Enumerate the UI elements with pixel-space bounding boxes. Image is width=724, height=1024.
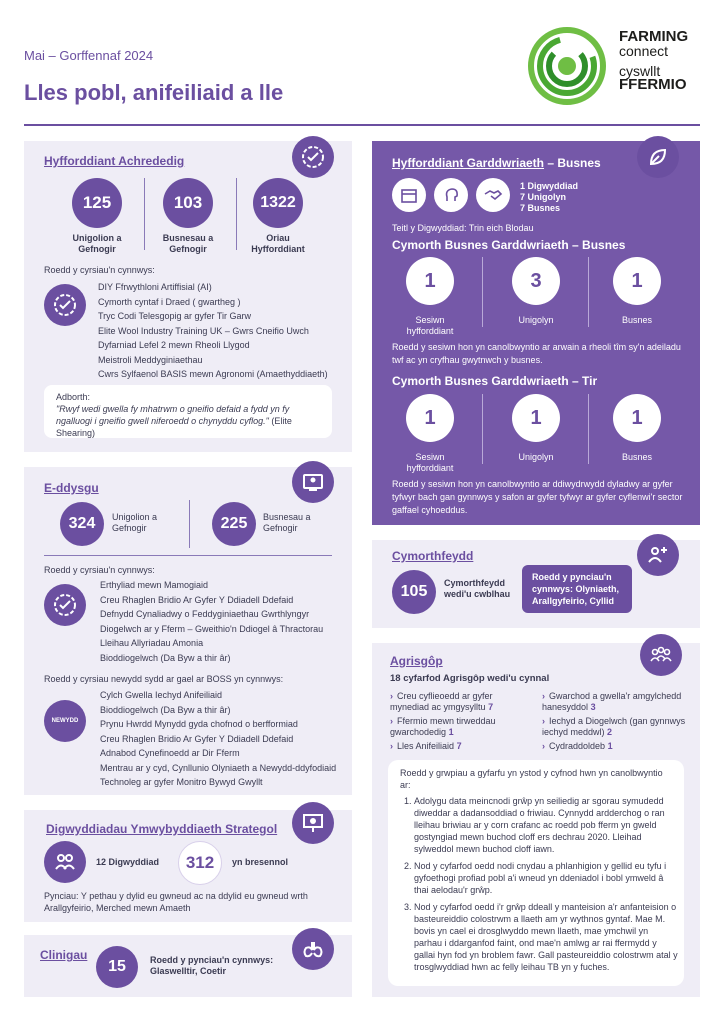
clinics-count-circle: 15 (96, 946, 138, 988)
header-divider (24, 124, 700, 126)
list-item: Lleihau Allyriadau Amonia (100, 638, 204, 648)
stat-circle: 103 (163, 178, 213, 228)
lungs-icon (292, 928, 334, 970)
divider (482, 257, 483, 327)
topic-item: › Ffermio mewn tirweddau gwarchodedig 1 (390, 716, 496, 737)
leaf-icon (637, 136, 679, 178)
agrisgop-title: Agrisgôp (390, 654, 443, 668)
stat-label: Unigolion a Gefnogir (72, 233, 122, 254)
stat-circle: 324 (60, 502, 104, 546)
list-item: Cwrs Sylfaenol BASIS mewn Agronomi (Amaethyddiaeth) (98, 369, 328, 379)
horticulture-title: Hyfforddiant Garddwriaeth – Busnes (392, 156, 601, 170)
topic-item: › Creu cyflieoedd ar gyfer mynediad ac ymgysylltu 7 (390, 691, 494, 712)
list-item: Elite Wool Industry Training UK – Gwrs Cneifio Uwch (98, 325, 309, 336)
list-item: 3. Nod y cyfarfod oedd i'r grŵp ddeall y manteision a'r anfanteision o basteureiddio colostrwm a llaeth am yr wythnos gyntaf. Mae M. bovis yn cael ei drosglwyddo mewn llaeth, mae ymchwil yn parhau i ddarganfod faint, ond mae'n amlwg ar rai ffermydd y gallai hyn fod yn broblem fawr. Gall pasteureiddio colostrwm atal y trosglwyddiad hwn ac felly leihau TB yn y fuches. (414, 901, 678, 973)
stat-label: Sesiwn hyfforddiant (406, 315, 454, 336)
group-icon (640, 634, 682, 676)
elearning-title: E-ddysgu (44, 481, 99, 495)
stat-circle: 1322 (253, 178, 303, 228)
computer-learning-icon (292, 461, 334, 503)
logo-word-farming: FARMING (619, 28, 689, 45)
list-item: 1. Adolygu data meincnodi grŵp yn seiliedig ar sgorau symudedd diweddar a dadansoddiad o friwiau. Cynnydd ardderchog o ran lleihau briwiau ar y corn crafanc ac roedd pob fferm yn gweld gostyngiad mewn buchod cloff ers dechrau 2020. Lleihad sylweddol mewn buchod cloff iawn. (414, 795, 678, 855)
divider (44, 555, 332, 556)
presentation-icon (292, 802, 334, 844)
add-user-icon (637, 534, 679, 576)
stat-circle: 1 (406, 257, 454, 305)
list-item: Adnabod Cynefinoedd ar Dir Fferm (100, 748, 240, 758)
mentoring-title: Cymorthfeydd (392, 549, 474, 563)
divider (236, 178, 237, 250)
stat-label: Busnesau a Gefnogir (162, 233, 214, 254)
divider (144, 178, 145, 250)
divider (588, 257, 589, 327)
accredited-training-title: Hyfforddiant Achrededig (44, 154, 185, 168)
topic-item: › Gwarchod a gwella'r amgylchedd hanesyddol 3 (542, 691, 682, 712)
divider (189, 500, 190, 548)
list-item: Defnydd Cynaliadwy o Feddyginiaethau Gwrthlyngyr (100, 609, 310, 619)
stat-label: Unigolyn (518, 315, 554, 325)
stat-circle: 1 (613, 394, 661, 442)
stat-circle: 1 (613, 257, 661, 305)
list-item: Erthyliad mewn Mamogiaid (100, 580, 209, 590)
feedback-quote: "Rwyf wedi gwella fy mhatrwm o gneifio defaid a fydd yn fy ngalluogi i gneifio gwell niferoedd o chynyddu cyflog." (56, 404, 290, 426)
business-support-title: Cymorth Busnes Garddwriaeth – Busnes (392, 238, 626, 252)
list-item: Technoleg ar gyfer Monitro Bywyd Gwyllt (100, 777, 263, 787)
mentoring-count-circle: 105 (392, 570, 436, 614)
stat-label: Busnes (621, 315, 653, 325)
agrisgop-subtitle: 18 cyfarfod Agrisgôp wedi'u cynnal (390, 673, 550, 684)
stat-label: Sesiwn hyfforddiant (406, 452, 454, 473)
land-support-text: Roedd y sesiwn hon yn canolbwyntio ar ddiwydrwydd dyladwy ar gyfer tyfwyr bach gan gynnwys y safon ar gyfer tyfwyr ar gyfer cyflenwi'r sector gaffael cyhoeddus. (392, 479, 683, 515)
list-item: Prynu Hwrdd Mynydd gyda chofnod o berfformiad (100, 719, 298, 729)
logo-swirl-icon (527, 26, 613, 106)
stat-circle: 1 (406, 394, 454, 442)
stat-label: Oriau Hyfforddiant (251, 233, 305, 254)
agrisgop-intro: Roedd y grwpiau a gyfarfu yn ystod y cyfnod hwn yn canolbwyntio ar: (400, 768, 663, 790)
list-item: Bioddiogelwch (Da Byw a thir âr) (100, 704, 231, 715)
stat-label: Unigolion a Gefnogir (112, 512, 158, 533)
elearning-course-list (100, 578, 323, 665)
courses-heading: Roedd y cyrsiau'n cynnwys: (44, 265, 155, 275)
list-item: 2. Nod y cyfarfod oedd nodi cnydau a phlanhigion y gellid eu tyfu i gyfoethogi profiad pobl a'i wneud yn ddeniadol i bobl ymweld â thai aelodau'r grŵp. (414, 860, 678, 896)
list-item: Cylch Gwella Iechyd Anifeiliaid (100, 690, 223, 700)
training-course-list (98, 280, 328, 382)
topic-item: › Lles Anifeiliaid 7 (390, 741, 462, 751)
divider (482, 394, 483, 464)
feedback-box (44, 385, 332, 438)
attendees-circle: 312 (178, 841, 222, 885)
new-courses-heading: Roedd y cyrsiau newydd sydd ar gael ar BOSS yn cynnwys: (44, 674, 284, 684)
list-item: Dyfarniad Lefel 2 mewn Rheoli Llygod (98, 340, 250, 350)
feedback-label: Adborth: (56, 392, 91, 402)
badge-check-icon (292, 136, 334, 178)
list-item: Diogelwch ar y Fferm – Gweithio'n Ddiogel â Thractorau (100, 623, 324, 634)
topic-item: › Iechyd a Diogelwch (gan gynnwys iechyd meddwl) 2 (542, 716, 686, 737)
list-item: Meistroli Meddyginiaethau (98, 354, 203, 365)
list-item: Creu Rhaglen Bridio Ar Gyfer Y Ddiadell Ddefaid (100, 733, 294, 744)
divider (588, 394, 589, 464)
list-item: Creu Rhaglen Bridio Ar Gyfer Y Ddiadell Ddefaid (100, 594, 294, 605)
stat-circle: 3 (512, 257, 560, 305)
events-count: 12 Digwyddiad (96, 857, 160, 867)
stat-circle: 225 (212, 502, 256, 546)
strategic-events-title: Digwyddiadau Ymwybyddiaeth Strategol (46, 822, 278, 836)
event-title: Teitl y Digwyddiad: Trin eich Blodau (392, 223, 534, 233)
events-topics: Pynciau: Y pethau y dylid eu gwneud ac na ddylid eu gwneud wrth Arallgyfeirio, Merched mewn Amaeth (44, 891, 308, 913)
list-item: DIY Ffrwythloni Artiffisial (AI) (98, 282, 212, 292)
badge-check-icon (44, 284, 86, 326)
calendar-icon (392, 178, 426, 212)
people-icon (44, 841, 86, 883)
mentoring-label: Cymorthfeydd wedi'u cwblhau (444, 578, 511, 599)
business-support-text: Roedd y sesiwn hon yn canolbwyntio ar arwain a rheoli tîm sy'n adeiladu twf ac yn cryfhau gwytnwch y busnes. (392, 342, 681, 365)
list-item: Mentrau ar y cyd, Cynllunio Olyniaeth a Newydd-ddyfodiaid (100, 762, 337, 773)
report-period: Mai – Gorffennaf 2024 (24, 48, 154, 63)
land-support-title: Cymorth Busnes Garddwriaeth – Tir (392, 374, 598, 388)
clinics-topics: Roedd y pynciau'n cynnwys: Glaswelltir, Coetir (150, 955, 274, 976)
list-item: Cymorth cyntaf i Draed ( gwartheg ) (98, 296, 241, 307)
handshake-icon (476, 178, 510, 212)
courses-heading: Roedd y cyrsiau'n cynnwys: (44, 565, 155, 575)
logo-word-connect: connect (619, 43, 669, 59)
agrisgop-points (400, 795, 678, 978)
farming-connect-logo (527, 26, 702, 106)
mentoring-topics: Roedd y pynciau'n cynnwys: Olyniaeth, Arallgyfeirio, Cyllid (522, 565, 632, 613)
person-head-icon (434, 178, 468, 212)
list-item: Tryc Codi Telesgopig ar gyfer Tir Garw (98, 311, 252, 321)
stat-label: Busnesau a Gefnogir (263, 512, 311, 533)
clinics-title: Clinigau (40, 948, 88, 962)
logo-word-ffermio: FFERMIO (619, 76, 687, 93)
badge-check-icon (44, 584, 86, 626)
horticulture-summary: 1 Digwyddiad 7 Unigolyn 7 Busnes (520, 181, 579, 213)
topic-item: › Cydraddoldeb 1 (542, 741, 613, 751)
feedback-source: (Elite Shearing) (56, 416, 292, 438)
new-badge-icon: NEWYDD (44, 700, 86, 742)
list-item: Bioddiogelwch (Da Byw a thir âr) (100, 652, 231, 663)
logo-word-cyswllt: cyswllt (619, 63, 661, 79)
attendees-label: yn bresennol (232, 857, 289, 867)
page-title: Lles pobl, anifeiliaid a lle (24, 80, 284, 105)
stat-circle: 125 (72, 178, 122, 228)
stat-label: Unigolyn (518, 452, 554, 462)
stat-label: Busnes (621, 452, 653, 462)
stat-circle: 1 (512, 394, 560, 442)
new-course-list (100, 688, 336, 790)
